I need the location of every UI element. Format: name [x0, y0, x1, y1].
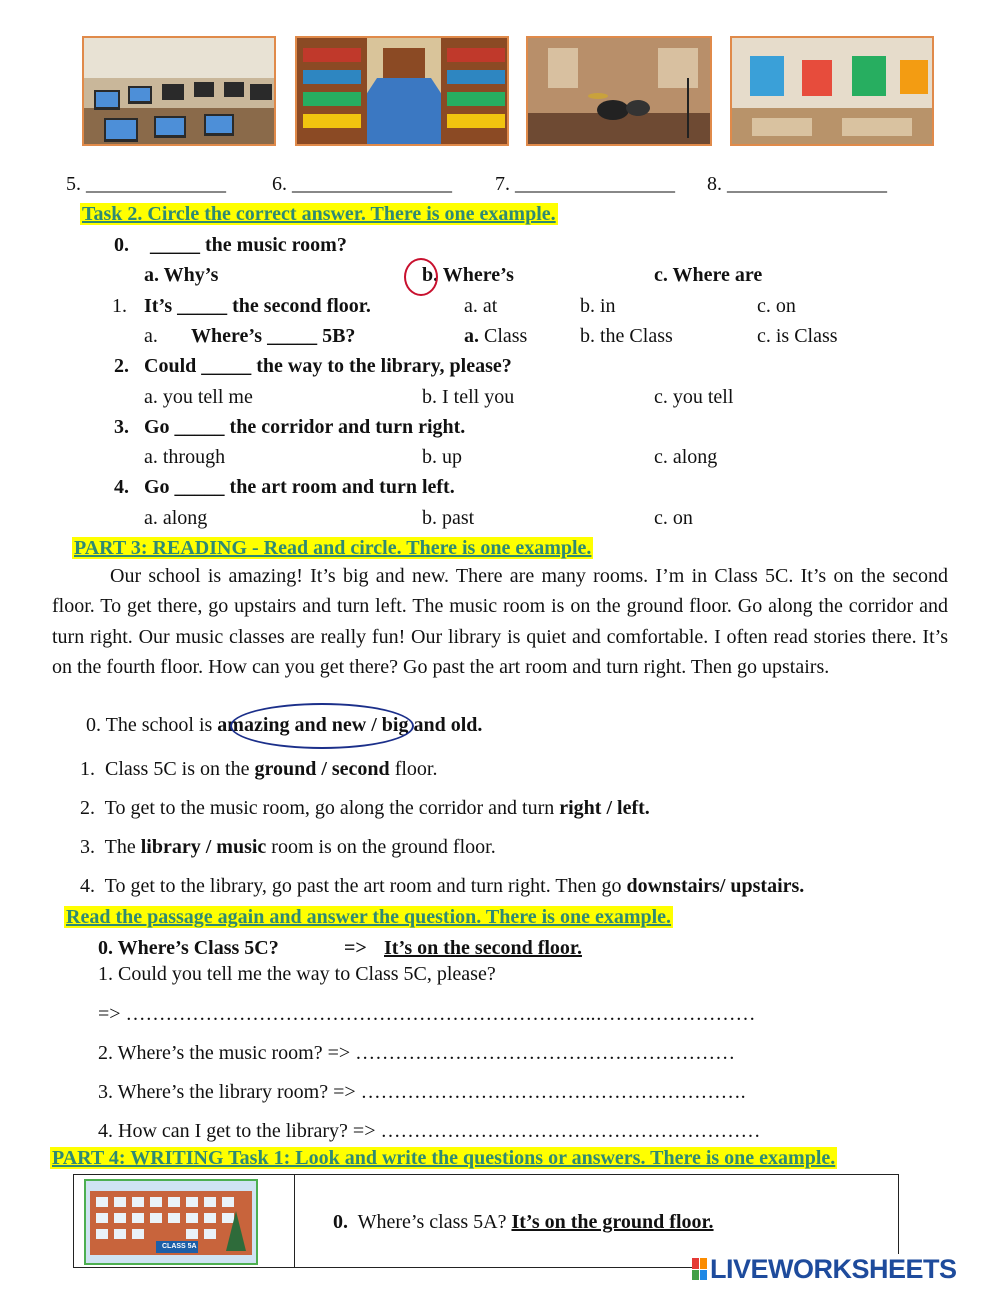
q4-option-b[interactable]: b. past [422, 507, 475, 529]
q0-number: 0. [114, 234, 129, 256]
class-sign: CLASS 5A [162, 1243, 197, 1250]
logo-text: LIVEWORKSHEETS [710, 1254, 957, 1284]
reading-item-1[interactable]: 1. Class 5C is on the ground / second floor. [80, 758, 438, 780]
read-again-title: Read the passage again and answer the question. There is one example. [66, 906, 672, 928]
q0-option-b[interactable]: b. Where’s [422, 264, 514, 286]
q1b-option-a[interactable]: a. Class [464, 325, 528, 347]
q2-number: 2. [114, 355, 129, 377]
blank-7[interactable]: 7. ________________ [495, 173, 675, 195]
part4-example: 0. Where’s class 5A? It’s on the ground floor. [333, 1211, 714, 1233]
part3-title: PART 3: READING - Read and circle. There is one example. [74, 537, 592, 559]
example-circle-mark [404, 258, 438, 296]
read-again-q2[interactable]: 2. Where’s the music room? => ………………………………………………… [98, 1042, 736, 1064]
q1-option-b[interactable]: b. in [580, 295, 616, 317]
library-photo [295, 36, 509, 146]
q1-option-a[interactable]: a. at [464, 295, 498, 317]
q3-option-b[interactable]: b. up [422, 446, 462, 468]
reading-passage: Our school is amazing! It’s big and new. There are many rooms. I’m in Class 5C. It’s on the second floor. To get there, go upstairs and turn left. The music room is on the ground floor. Go along the corridor and turn right. Our music classes are really fun! Our library is quiet and comfortable. I often read stories there. It’s on the fourth floor. How can you get there? Go past the art room and turn right. Then go upstairs. [52, 565, 948, 678]
q1-number: 1. [112, 295, 127, 317]
read-again-q3[interactable]: 3. Where’s the library room? => …………………………………………………. [98, 1081, 746, 1103]
computer-room-photo [82, 36, 276, 146]
q0-text: _____ the music room? [150, 234, 347, 256]
read-again-q4[interactable]: 4. How can I get to the library? => ………………………………………………… [98, 1120, 761, 1142]
read-again-q1: 1. Could you tell me the way to Class 5C, please? [98, 963, 496, 985]
logo-icon [692, 1258, 706, 1280]
q3-text: Go _____ the corridor and turn right. [144, 416, 466, 438]
q0-option-a[interactable]: a. Why’s [144, 264, 219, 286]
q1b-option-b[interactable]: b. the Class [580, 325, 673, 347]
q4-text: Go _____ the art room and turn left. [144, 476, 455, 498]
art-room-photo [730, 36, 934, 146]
blank-5[interactable]: 5. ______________ [66, 173, 226, 195]
reading-item-4[interactable]: 4. To get to the library, go past the art room and turn right. Then go downstairs/ upstairs. [80, 875, 805, 897]
read-again-example-arrow: => [344, 937, 367, 959]
read-again-q1-answer-line[interactable]: => ……………………………………………………………..…………………… [98, 1003, 756, 1025]
q1b-text: Where’s _____ 5B? [191, 325, 356, 347]
blank-8[interactable]: 8. ________________ [707, 173, 887, 195]
task2-title: Task 2. Circle the correct answer. There is one example. [82, 203, 556, 225]
q3-number: 3. [114, 416, 129, 438]
school-building-photo [84, 1179, 258, 1265]
reading-item-3[interactable]: 3. The library / music room is on the ground floor. [80, 836, 496, 858]
q1b-option-c[interactable]: c. is Class [757, 325, 838, 347]
example-circle-mark-2 [230, 703, 414, 749]
q4-option-a[interactable]: a. along [144, 507, 208, 529]
q4-option-c[interactable]: c. on [654, 507, 693, 529]
q4-number: 4. [114, 476, 129, 498]
q3-option-a[interactable]: a. through [144, 446, 226, 468]
q1-text: It’s _____ the second floor. [144, 295, 371, 317]
read-again-example-answer: It’s on the second floor. [384, 937, 582, 959]
q1b-number: a. [144, 325, 158, 347]
liveworksheets-logo [692, 1254, 992, 1286]
q0-option-c[interactable]: c. Where are [654, 264, 763, 286]
reading-item-2[interactable]: 2. To get to the music room, go along the corridor and turn right / left. [80, 797, 650, 819]
q1-option-c[interactable]: c. on [757, 295, 796, 317]
read-again-example-question: 0. Where’s Class 5C? [98, 937, 279, 959]
q3-option-c[interactable]: c. along [654, 446, 718, 468]
blank-6[interactable]: 6. ________________ [272, 173, 452, 195]
q2-option-a[interactable]: a. you tell me [144, 386, 253, 408]
part4-title: PART 4: WRITING Task 1: Look and write the questions or answers. There is one example. [52, 1147, 836, 1169]
q2-option-c[interactable]: c. you tell [654, 386, 734, 408]
music-room-photo [526, 36, 712, 146]
q2-option-b[interactable]: b. I tell you [422, 386, 515, 408]
part3-example: 0. The school is amazing and new / big and old. [86, 714, 483, 736]
q2-text: Could _____ the way to the library, please? [144, 355, 512, 377]
